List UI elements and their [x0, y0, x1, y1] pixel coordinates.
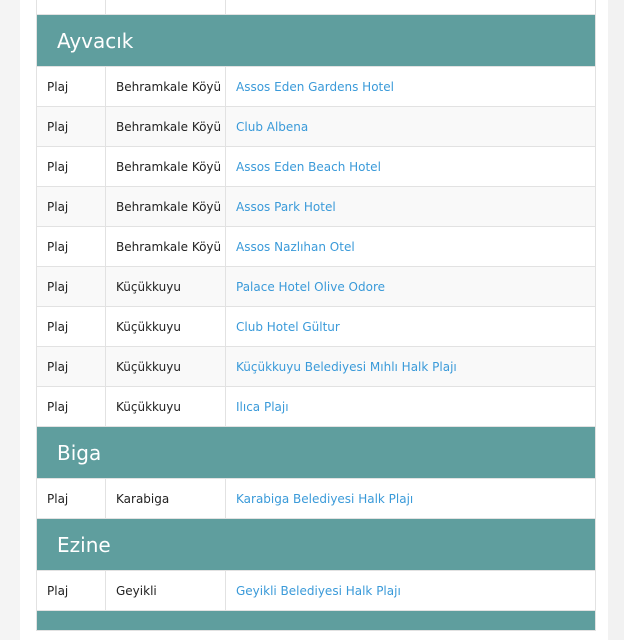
name-cell [226, 307, 595, 346]
table-row [37, 67, 595, 107]
name-cell [226, 147, 595, 186]
type-cell: Plaj [37, 267, 106, 306]
facility-link[interactable]: Karabiga Belediyesi Halk Plajı [236, 491, 414, 506]
type-cell: Plaj [37, 307, 106, 346]
location-cell: Küçükkuyu [106, 387, 226, 426]
location-cell: Behramkale Köyü [106, 107, 226, 146]
table-row [37, 571, 595, 611]
table-row [37, 347, 595, 387]
name-cell [226, 571, 595, 610]
name-cell [226, 107, 595, 146]
type-cell: Plaj [37, 479, 106, 518]
name-cell [226, 479, 595, 518]
group-header-biga: Biga [37, 427, 595, 479]
facility-link[interactable]: Assos Park Hotel [236, 199, 336, 214]
location-cell: Geyikli [106, 571, 226, 610]
beach-table [36, 0, 596, 631]
location-cell: Küçükkuyu [106, 267, 226, 306]
name-cell [226, 267, 595, 306]
type-cell: Plaj [37, 347, 106, 386]
name-cell [226, 387, 595, 426]
type-cell: Plaj [37, 147, 106, 186]
facility-link[interactable]: Küçükkuyu Belediyesi Mıhlı Halk Plajı [236, 359, 457, 374]
group-header-ayvacik: Ayvacık [37, 15, 595, 67]
table-row [37, 227, 595, 267]
location-cell: Küçükkuyu [106, 347, 226, 386]
table-row [37, 307, 595, 347]
left-gutter [0, 0, 20, 640]
table-row [37, 147, 595, 187]
location-cell: Behramkale Köyü [106, 187, 226, 226]
facility-link[interactable]: Assos Eden Gardens Hotel [236, 79, 394, 94]
group-header-next-partial [37, 611, 595, 631]
type-cell: Plaj [37, 107, 106, 146]
main-content [20, 0, 608, 640]
facility-link[interactable]: Club Albena [236, 119, 309, 134]
type-cell: Plaj [37, 387, 106, 426]
table-row-partial [37, 0, 595, 15]
type-cell: Plaj [37, 67, 106, 106]
facility-link[interactable]: Assos Nazlıhan Otel [236, 239, 355, 254]
facility-link[interactable]: Palace Hotel Olive Odore [236, 279, 386, 294]
name-cell [226, 227, 595, 266]
table-row [37, 387, 595, 427]
table-row [37, 187, 595, 227]
table-row [37, 107, 595, 147]
location-cell: Küçükkuyu [106, 307, 226, 346]
location-cell: Behramkale Köyü [106, 227, 226, 266]
location-cell: Karabiga [106, 479, 226, 518]
facility-link[interactable]: Assos Eden Beach Hotel [236, 159, 381, 174]
table-row [37, 267, 595, 307]
facility-link[interactable]: Geyikli Belediyesi Halk Plajı [236, 583, 401, 598]
location-cell: Behramkale Köyü [106, 147, 226, 186]
location-cell: Behramkale Köyü [106, 67, 226, 106]
name-cell [226, 347, 595, 386]
type-cell: Plaj [37, 571, 106, 610]
type-cell: Plaj [37, 227, 106, 266]
facility-link[interactable]: Ilıca Plajı [236, 399, 289, 414]
facility-link[interactable]: Club Hotel Gültur [236, 319, 340, 334]
group-header-ezine: Ezine [37, 519, 595, 571]
name-cell [226, 67, 595, 106]
name-cell [226, 187, 595, 226]
type-cell: Plaj [37, 187, 106, 226]
table-row [37, 479, 595, 519]
